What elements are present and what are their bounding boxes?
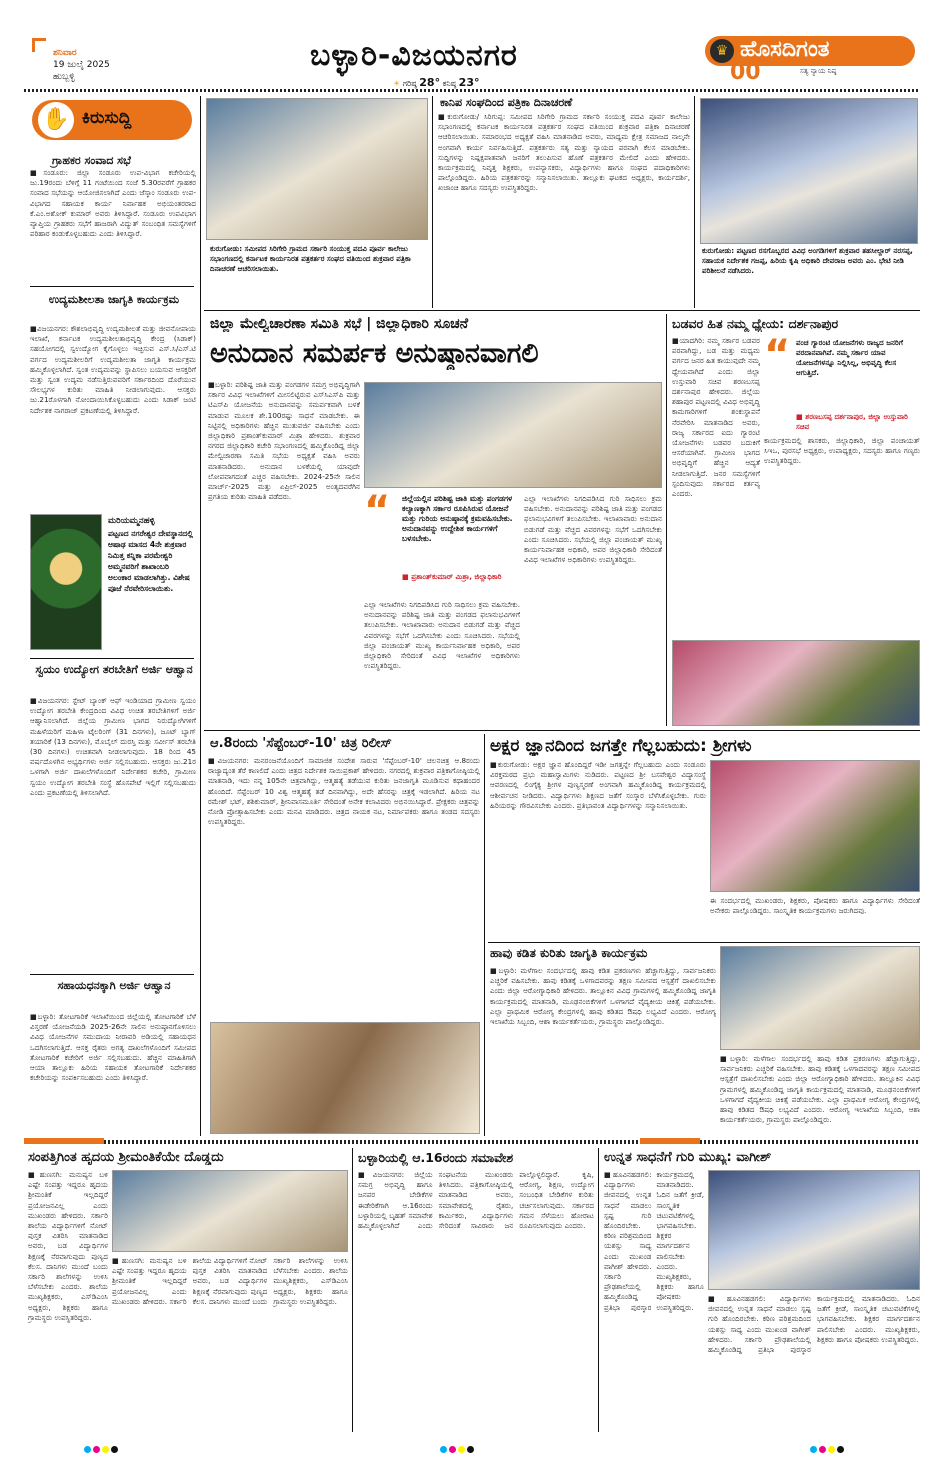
literacy-story-body-cont: ಈ ಸಂದರ್ಭದಲ್ಲಿ ಮುಖಂಡರು, ಶಿಕ್ಷಕರು, ಪೋಷಕರು ಹಾಗೂ ವಿದ್ಯಾರ್ಥಿಗಳು ಸೇರಿದಂತೆ ಅನೇಕರು ಪಾಲ್ಗೊಂಡಿದ್ದರು. ಸಾಂಸ್ಕೃತಿಕ ಕಾರ್ಯಕ್ರಮಗಳು ಜರುಗಿದವು.	[710, 896, 920, 916]
brief-body: ■ವಿಜಯನಗರ: ಕೌಶಲಾಭಿವೃದ್ಧಿ ಉದ್ಯಮಶೀಲತೆ ಮತ್ತು ಜೀವನೋಪಾಯ ಇಲಾಖೆ, ಕರ್ನಾಟಕ ಉದ್ಯಮಶೀಲತಾಭಿವೃದ್ಧಿ ಕೇಂದ್ರ (ಸಿಡಾಕ್) ಸಹಯೋಗದಲ್ಲಿ ಸ್ವಉದ್ಯೋಗ ಕೈಗೊಳ್ಳಲು ಇಚ್ಛಿಸುವ ಎಸ್.ಸಿ/ಎಸ್.ಟಿ ವರ್ಗದ ಉದ್ಯಮಶೀಲರಿಗೆ ಉದ್ಯಮಶೀಲತಾ ಜಾಗೃತಿ ಕಾರ್ಯಕ್ರಮ ಹಮ್ಮಿಕೊಳ್ಳಲಾಗಿದೆ. ಸ್ವಂತ ಉದ್ಯಮವನ್ನು ಸ್ಥಾಪಿಸಲು ಬಯಸುವ ಆಸಕ್ತರಿಗೆ ಮತ್ತು ಸ್ವಂತ ಉದ್ಯಮ ನಡೆಸುತ್ತಿರುವವರಿಗೆ ಸರ್ಕಾರದಿಂದ ದೊರೆಯುವ ಸೌಲಭ್ಯಗಳ ಕುರಿತು ಮಾಹಿತಿ ನೀಡಲಾಗುವುದು. ಆಸಕ್ತರು ಜು.21ರೊಳಗಾಗಿ ನೋಂದಾಯಿಸಿಕೊಳ್ಳಬಹುದು ಎಂದು ಸಿಡಾಕ್ ಜಂಟಿ ನಿರ್ದೇಶಕ ನಾಗರಾಜ್ ಪ್ರಕಟಣೆಯಲ್ಲಿ ತಿಳಿಸಿದ್ದಾರೆ.	[30, 324, 196, 415]
fertilizer-shop-photo	[700, 98, 918, 244]
bottom-accent-bar	[24, 1138, 104, 1144]
literacy-headline: ಅಕ್ಷರ ಜ್ಞಾನದಿಂದ ಜಗತ್ತೇ ಗೆಲ್ಲಬಹುದು: ಶ್ರೀಗಳು	[490, 736, 752, 756]
bottom-story1-headline: ಸಂಪತ್ತಿಗಿಂತ ಹೃದಯ ಶ್ರೀಮಂತಿಕೆಯೇ ದೊಡ್ಡದು	[28, 1150, 224, 1165]
film-story-body: ■ವಿಜಯನಗರ: ಮನರಂಜನೆಯೊಂದಿಗೆ ಸಾಮಾಜಿಕ ಸಂದೇಶ ಸಾರುವ 'ಸೆಪ್ಟೆಂಬರ್-10' ಚಲನಚಿತ್ರ ಆ.8ರಂದು ರಾಜ್ಯಾದ್ಯಂತ ತೆರೆ ಕಾಣಲಿದೆ ಎಂದು ಚಿತ್ರದ ನಿರ್ದೇಶಕ ಸಾಯಿಪ್ರಕಾಶ್ ಹೇಳಿದರು. ನಗರದಲ್ಲಿ ಶುಕ್ರವಾರ ಪತ್ರಿಕಾಗೋಷ್ಠಿಯಲ್ಲಿ ಮಾತನಾಡಿ, ಇದು ನನ್ನ 105ನೇ ಚಿತ್ರವಾಗಿದ್ದು, ಆತ್ಮಹತ್ಯೆ ತಡೆಯುವ ಕುರಿತು ಜನಜಾಗೃತಿ ಮೂಡಿಸುವ ಕಥಾಹಂದರ ಹೊಂದಿದೆ. ಸೆಪ್ಟೆಂಬರ್ 10 ವಿಶ್ವ ಆತ್ಮಹತ್ಯೆ ತಡೆ ದಿನವಾಗಿದ್ದು, ಅದೇ ಹೆಸರನ್ನು ಚಿತ್ರಕ್ಕೆ ಇಡಲಾಗಿದೆ. ಹಿರಿಯ ನಟ ರಮೇಶ್ ಭಟ್, ಶಶಿಕುಮಾರ್, ಶ್ರೀನಿವಾಸಮೂರ್ತಿ ಸೇರಿದಂತೆ ಅನೇಕ ಕಲಾವಿದರು ಅಭಿನಯಿಸಿದ್ದಾರೆ. ಪ್ರೇಕ್ಷಕರು ಚಿತ್ರವನ್ನು ನೋಡಿ ಪ್ರೋತ್ಸಾಹಿಸಬೇಕು ಎಂದು ಮನವಿ ಮಾಡಿದರು. ಚಿತ್ರದ ನಾಯಕ ನಟ, ನಿರ್ಮಾಪಕರು ಹಾಗೂ ತಂಡದ ಸದಸ್ಯರು ಉಪಸ್ಥಿತರಿದ್ದರು.	[208, 756, 480, 827]
dc-meeting-photo	[364, 382, 662, 488]
press-day-photo	[206, 98, 428, 240]
main-story-body-cont: ಎಲ್ಲಾ ಇಲಾಖೆಗಳು ನಿಗದಿಪಡಿಸಿದ ಗುರಿ ಸಾಧಿಸಲು ಕ್ರಮ ವಹಿಸಬೇಕು. ಅನುದಾನವನ್ನು ಪರಿಶಿಷ್ಟ ಜಾತಿ ಮತ್ತು ಪಂಗಡದ ಫಲಾನುಭವಿಗಳಿಗೆ ತಲುಪಿಸಬೇಕು. ಇಲಾಖಾವಾರು ಅನುದಾನ ಬಿಡುಗಡೆ ಮತ್ತು ವೆಚ್ಚದ ವಿವರಗಳನ್ನು ಸಭೆಗೆ ಒದಗಿಸಬೇಕು ಎಂದು ಸೂಚಿಸಿದರು. ಸಭೆಯಲ್ಲಿ ಜಿಲ್ಲಾ ಪಂಚಾಯತ್ ಮುಖ್ಯ ಕಾರ್ಯನಿರ್ವಾಹಕ ಅಧಿಕಾರಿ, ಅಪರ ಜಿಲ್ಲಾಧಿಕಾರಿ ಸೇರಿದಂತೆ ವಿವಿಧ ಇಲಾಖೆಗಳ ಅಧಿಕಾರಿಗಳು ಉಪಸ್ಥಿತರಿದ್ದರು.	[524, 494, 662, 565]
weather-readout: ☀ ಗರಿಷ್ಠ 28° ಕನಿಷ್ಠ 23°	[393, 76, 480, 89]
school-function-photo	[708, 1170, 920, 1290]
masthead-tagline: ಸತ್ಯ ನ್ಯಾಯ ನಿಷ್ಠ	[800, 67, 837, 75]
main-quote: ಜಿಲ್ಲೆಯಲ್ಲಿನ ಪರಿಶಿಷ್ಟ ಜಾತಿ ಮತ್ತು ಪಂಗಡಗಳ ಕಲ್ಯಾಣಕ್ಕಾಗಿ ಸರ್ಕಾರ ರೂಪಿಸಿರುವ ಯೋಜನೆ ಮತ್ತು ಗುರಿಯ ಅನುಷ್ಠಾನಕ್ಕೆ ಕ್ರಮವಹಿಸಬೇಕು. ಅನುದಾನವನ್ನು ಉದ್ದೇಶಿತ ಕಾರ್ಯಗಳಿಗೆ ಬಳಸಬೇಕು.	[402, 494, 513, 543]
brief-title: ಉದ್ಯಮಶೀಲತಾ ಜಾಗೃತಿ ಕಾರ್ಯಕ್ರಮ	[48, 293, 180, 306]
header-date: 19 ಜುಲೈ 2025	[53, 60, 110, 70]
brief-body: ■ಸಂಡೂರು: ಜಿಲ್ಲಾ ಸಂಡೂರು ಉಪ-ವಿಭಾಗ ಕಚೇರಿಯಲ್ಲಿ ಜು.19ರಂದು ಬೆಳಿಗ್ಗೆ 11 ಗಂಟೆಯಿಂದ ಸಂಜೆ 5.30ರವರೆಗೆ ಗ್ರಾಹಕರ ಸಂವಾದ ಸಭೆಯನ್ನು ಆಯೋಜಿಸಲಾಗಿದೆ ಎಂದು ಜೆಸ್ಕಾಂ ಸಂಡೂರು ಉಪ-ವಿಭಾಗದ ಸಹಾಯಕ ಕಾರ್ಯ ನಿರ್ವಾಹಕ ಅಭಿಯಂತರರಾದ ಕೆ.ಎಂ.ಅಶೋಕ್ ಕುಮಾರ್ ಅವರು ತಿಳಿಸಿದ್ದಾರೆ. ಸಂಡೂರು ಉಪವಿಭಾಗ ವ್ಯಾಪ್ತಿಯ ಗ್ರಾಹಕರು ಸಭೆಗೆ ಹಾಜರಾಗಿ ವಿದ್ಯುತ್ ಸಂಬಂಧಿತ ಸಮಸ್ಯೆಗಳಿಗೆ ಪರಿಹಾರ ಕಂಡುಕೊಳ್ಳಬಹುದು ಎಂದು ತಿಳಿಸಿದ್ದಾರೆ.	[30, 168, 196, 239]
snake-story-body-cont: ■ಬಳ್ಳಾರಿ: ಮಳೆಗಾಲ ಸಂದರ್ಭದಲ್ಲಿ ಹಾವು ಕಡಿತ ಪ್ರಕರಣಗಳು ಹೆಚ್ಚಾಗುತ್ತಿದ್ದು, ಸಾರ್ವಜನಿಕರು ಎಚ್ಚರಿಕೆ ವಹಿಸಬೇಕು. ಹಾವು ಕಡಿತಕ್ಕೆ ಒಳಗಾದವರನ್ನು ತಕ್ಷಣ ಸಮೀಪದ ಆಸ್ಪತ್ರೆಗೆ ದಾಖಲಿಸಬೇಕು ಎಂದು ಜಿಲ್ಲಾ ಆರೋಗ್ಯಾಧಿಕಾರಿ ಹೇಳಿದರು. ತಾಲ್ಲೂಕಿನ ವಿವಿಧ ಗ್ರಾಮಗಳಲ್ಲಿ ಹಮ್ಮಿಕೊಂಡಿದ್ದ ಜಾಗೃತಿ ಕಾರ್ಯಕ್ರಮದಲ್ಲಿ ಮಾತನಾಡಿ, ಮೂಢನಂಬಿಕೆಗಳಿಗೆ ಒಳಗಾಗದೆ ವೈದ್ಯಕೀಯ ಚಿಕಿತ್ಸೆ ಪಡೆಯಬೇಕು. ಎಲ್ಲಾ ಪ್ರಾಥಮಿಕ ಆರೋಗ್ಯ ಕೇಂದ್ರಗಳಲ್ಲಿ ಹಾವು ಕಡಿತದ ಔಷಧಿ ಲಭ್ಯವಿದೆ ಎಂದರು. ಆರೋಗ್ಯ ಇಲಾಖೆಯ ಸಿಬ್ಬಂದಿ, ಆಶಾ ಕಾರ್ಯಕರ್ತೆಯರು, ಗ್ರಾಮಸ್ಥರು ಪಾಲ್ಗೊಂಡಿದ್ದರು.	[720, 1054, 920, 1125]
kirusuddi-column	[24, 96, 196, 1136]
page-number: 00	[730, 60, 761, 85]
header-day: ಶನಿವಾರ	[53, 48, 77, 58]
right-headline: ಬಡವರ ಹಿತ ನಮ್ಮ ಧ್ಯೇಯ: ದರ್ಶನಾಪುರ	[672, 316, 839, 331]
divider	[30, 286, 194, 287]
story-body: ■ಕುರುಗೋಡು/ ಸಿರಿಗುಪ್ಪ: ಸಮೀಪದ ಸಿರಿಗೇರಿ ಗ್ರಾಮದ ಸರ್ಕಾರಿ ಸಂಯುಕ್ತ ಪದವಿ ಪೂರ್ವ ಕಾಲೇಜು ಸಭಾಂಗಣದಲ್ಲಿ ಕರ್ನಾಟಕ ಕಾರ್ಯನಿರತ ಪತ್ರಕರ್ತರ ಸಂಘದ ವತಿಯಿಂದ ಶುಕ್ರವಾರ ಪತ್ರಿಕಾ ದಿನಾಚರಣೆ ಆಚರಿಸಲಾಯಿತು. ಸಮಾರಂಭದ ಅಧ್ಯಕ್ಷತೆ ವಹಿಸಿ ಮಾತನಾಡಿದ ಅವರು, ಮಾಧ್ಯಮ ಕ್ಷೇತ್ರ ಸಮಾಜದ ನಾಲ್ಕನೇ ಅಂಗವಾಗಿ ಕಾರ್ಯ ನಿರ್ವಹಿಸುತ್ತಿದೆ. ಪತ್ರಕರ್ತರು ಸತ್ಯ ಮತ್ತು ನ್ಯಾಯದ ಪರವಾಗಿ ಕೆಲಸ ಮಾಡಬೇಕು. ಸುದ್ದಿಗಳನ್ನು ನಿಷ್ಪಕ್ಷಪಾತವಾಗಿ ಜನರಿಗೆ ತಲುಪಿಸುವ ಹೊಣೆ ಪತ್ರಕರ್ತರ ಮೇಲಿದೆ ಎಂದು ಹೇಳಿದರು. ಕಾರ್ಯಕ್ರಮದಲ್ಲಿ ನಿವೃತ್ತ ಶಿಕ್ಷಕರು, ಉಪನ್ಯಾಸಕರು, ವಿದ್ಯಾರ್ಥಿಗಳು ಹಾಗೂ ಸಂಘದ ಪದಾಧಿಕಾರಿಗಳು ಪಾಲ್ಗೊಂಡಿದ್ದರು. ಹಿರಿಯ ಪತ್ರಕರ್ತರನ್ನು ಸನ್ಮಾನಿಸಲಾಯಿತು. ತಾಲ್ಲೂಕು ಘಟಕದ ಅಧ್ಯಕ್ಷರು, ಕಾರ್ಯದರ್ಶಿ, ಖಜಾಂಚಿ ಹಾಗೂ ಸದಸ್ಯರು ಉಪಸ್ಥಿತರಿದ್ದರು.	[438, 112, 690, 193]
main-kicker: ಜಿಲ್ಲಾ ಮೇಲ್ವಿಚಾರಣಾ ಸಮಿತಿ ಸಭೆ | ಜಿಲ್ಲಾಧಿಕಾರಿ ಸೂಚನೆ	[210, 316, 469, 332]
temple-caption: ಪಟ್ಟಣದ ನಗರೇಶ್ವರ ದೇವಸ್ಥಾನದಲ್ಲಿ ಆಷಾಢ ಮಾಸದ 4ನೇ ಶುಕ್ರವಾರ ನಿಮಿತ್ತ ಕನ್ನಿಕಾ ಪರಮೇಶ್ವರಿ ಅಮ್ಮನವರಿಗೆ ಶಾಖಾಂಬರಿ ಅಲಂಕಾರ ಮಾಡಲಾಗಿತ್ತು. ವಿಶೇಷ ಪೂಜೆ ನೆರವೇರಿಸಲಾಯಿತು.	[108, 529, 193, 593]
temple-deity-photo	[30, 514, 102, 650]
literacy-event-photo	[710, 760, 920, 892]
bottom-story2-body: ■ವಿಜಯನಗರ: ಜಿಲ್ಲೆಯ ಸಮಗ್ರ ಅಭಿವೃದ್ಧಿ ಹಾಗೂ ಜನಪರ ಬೇಡಿಕೆಗಳ ಈಡೇರಿಕೆಗಾಗಿ ಆ.16ರಂದು ಬಳ್ಳಾರಿಯಲ್ಲಿ ಬೃಹತ್ ಸಮಾವೇಶ ಹಮ್ಮಿಕೊಳ್ಳಲಾಗಿದೆ ಎಂದು ಸಂಘಟನೆಯ ಮುಖಂಡರು ತಿಳಿಸಿದರು. ಪತ್ರಿಕಾಗೋಷ್ಠಿಯಲ್ಲಿ ಮಾತನಾಡಿದ ಅವರು, ಸಮಾವೇಶದಲ್ಲಿ ರೈತರು, ಕಾರ್ಮಿಕರು, ವಿದ್ಯಾರ್ಥಿಗಳು ಸೇರಿದಂತೆ ಸಾವಿರಾರು ಜನ ಪಾಲ್ಗೊಳ್ಳಲಿದ್ದಾರೆ. ಕೃಷಿ, ಆರೋಗ್ಯ, ಶಿಕ್ಷಣ, ಉದ್ಯೋಗ ಸಂಬಂಧಿತ ಬೇಡಿಕೆಗಳ ಕುರಿತು ಚರ್ಚಿಸಲಾಗುವುದು. ಸರ್ಕಾರದ ಗಮನ ಸೆಳೆಯಲು ಹೋರಾಟ ರೂಪಿಸಲಾಗುವುದು ಎಂದರು.	[358, 1170, 594, 1231]
divider	[30, 658, 194, 659]
column-divider	[484, 734, 485, 1136]
ribbon-cutting-photo	[672, 640, 920, 726]
bottom-story1-body: ■ಹುಣಸಗಿ: ಮನುಷ್ಯನ ಬಳಿ ಎಷ್ಟೇ ಸಂಪತ್ತು ಇದ್ದರೂ ಹೃದಯ ಶ್ರೀಮಂತಿಕೆ ಇಲ್ಲದಿದ್ದರೆ ಪ್ರಯೋಜನವಿಲ್ಲ ಎಂದು ಮುಖಂಡರು ಹೇಳಿದರು. ಸರ್ಕಾರಿ ಶಾಲೆಯ ವಿದ್ಯಾರ್ಥಿಗಳಿಗೆ ನೋಟ್ ಪುಸ್ತಕ ವಿತರಿಸಿ ಮಾತನಾಡಿದ ಅವರು, ಬಡ ವಿದ್ಯಾರ್ಥಿಗಳ ಶಿಕ್ಷಣಕ್ಕೆ ನೆರವಾಗುವುದು ಪುಣ್ಯದ ಕೆಲಸ. ದಾನಿಗಳು ಮುಂದೆ ಬಂದು ಸರ್ಕಾರಿ ಶಾಲೆಗಳನ್ನು ಉಳಿಸಿ ಬೆಳೆಸಬೇಕು ಎಂದರು. ಶಾಲೆಯ ಮುಖ್ಯಶಿಕ್ಷಕರು, ಎಸ್‌ಡಿಎಂಸಿ ಅಧ್ಯಕ್ಷರು, ಶಿಕ್ಷಕರು ಹಾಗೂ ಗ್ರಾಮಸ್ಥರು ಉಪಸ್ಥಿತರಿದ್ದರು.	[28, 1170, 108, 1322]
film-poster-launch-photo	[210, 1022, 480, 1134]
main-story-body: ■ಬಳ್ಳಾರಿ: ಪರಿಶಿಷ್ಟ ಜಾತಿ ಮತ್ತು ಪಂಗಡಗಳ ಸಮಗ್ರ ಅಭಿವೃದ್ಧಿಗಾಗಿ ಸರ್ಕಾರ ವಿವಿಧ ಇಲಾಖೆಗಳಿಗೆ ಮೀಸಲಿಟ್ಟಿರುವ ಎಸ್‌ಸಿಎಸ್‌ಪಿ ಮತ್ತು ಟಿಎಸ್‌ಪಿ ಯೋಜನೆಯ ಅನುದಾನವನ್ನು ಸಮರ್ಪಕವಾಗಿ ಬಳಕೆ ಮಾಡುವ ಮೂಲಕ ಶೇ.100ರಷ್ಟು ಸಾಧನೆ ಮಾಡಬೇಕು. ಈ ನಿಟ್ಟಿನಲ್ಲಿ ಅಧಿಕಾರಿಗಳು ಹೆಚ್ಚಿನ ಮುತುವರ್ಜಿ ವಹಿಸಬೇಕು ಎಂದು ಜಿಲ್ಲಾಧಿಕಾರಿ ಪ್ರಶಾಂತ್‌ಕುಮಾರ್ ಮಿಶ್ರಾ ಹೇಳಿದರು. ಶುಕ್ರವಾರ ನಗರದ ಜಿಲ್ಲಾಧಿಕಾರಿ ಕಚೇರಿ ಸಭಾಂಗಣದಲ್ಲಿ ಹಮ್ಮಿಕೊಂಡಿದ್ದ ಜಿಲ್ಲಾ ಮೇಲ್ವಿಚಾರಣಾ ಸಮಿತಿ ಸಭೆಯ ಅಧ್ಯಕ್ಷತೆ ವಹಿಸಿ ಅವರು ಮಾತನಾಡಿದರು. ಅನುದಾನ ಬಳಕೆಯಲ್ಲಿ ಯಾವುದೇ ಲೋಪವಾಗದಂತೆ ಎಚ್ಚರ ವಹಿಸಬೇಕು. 2024-25ನೇ ಸಾಲಿನ ಮಾರ್ಚ್-2025 ಮತ್ತು ಏಪ್ರಿಲ್-2025 ಅಂತ್ಯದವರೆಗಿನ ಪ್ರಗತಿಯ ಕುರಿತು ಮಾಹಿತಿ ಪಡೆದರು.	[208, 380, 360, 502]
film-headline: ಆ.8ರಂದು 'ಸೆಪ್ಟೆಂಬರ್-10' ಚಿತ್ರ ರಿಲೀಸ್	[210, 736, 392, 751]
brief-title: ಗ್ರಾಹಕರ ಸಂವಾದ ಸಭೆ	[52, 154, 131, 167]
row-divider	[204, 310, 920, 311]
right-quote-byline: ■ ಶರಣಬಸಪ್ಪ ದರ್ಶನಾಪುರ, ಜಿಲ್ಲಾ ಉಸ್ತುವಾರಿ ಸಚಿವ	[796, 412, 908, 431]
literacy-story-body: ■ಕುರುಗೋಡು: ಅಕ್ಷರ ಜ್ಞಾನ ಹೊಂದಿದ್ದರೆ ಇಡೀ ಜಗತ್ತನ್ನೇ ಗೆಲ್ಲಬಹುದು ಎಂದು ಸಂಡೂರು ವಿರಕ್ತಮಠದ ಪ್ರಭು ಮಹಾಸ್ವಾಮಿಗಳು ನುಡಿದರು. ಪಟ್ಟಣದ ಶ್ರೀ ಬಸವೇಶ್ವರ ವಿದ್ಯಾಸಂಸ್ಥೆ ಆವರಣದಲ್ಲಿ ಲಿಂಗೈಕ್ಯ ಶ್ರೀಗಳ ಪುಣ್ಯಸ್ಮರಣೆ ಅಂಗವಾಗಿ ಹಮ್ಮಿಕೊಂಡಿದ್ದ ಕಾರ್ಯಕ್ರಮದಲ್ಲಿ ಆಶೀರ್ವಚನ ನೀಡಿದರು. ವಿದ್ಯಾರ್ಥಿಗಳು ಶಿಕ್ಷಣದ ಜತೆಗೆ ಸಂಸ್ಕಾರ ಬೆಳೆಸಿಕೊಳ್ಳಬೇಕು. ಗುರು ಹಿರಿಯರನ್ನು ಗೌರವಿಸಬೇಕು ಎಂದರು. ಪ್ರತಿಭಾವಂತ ವಿದ್ಯಾರ್ಥಿಗಳನ್ನು ಸನ್ಮಾನಿಸಲಾಯಿತು.	[490, 760, 706, 810]
students-photo	[112, 1170, 348, 1252]
section-title: ಬಳ್ಳಾರಿ-ವಿಜಯನಗರ	[310, 38, 518, 73]
brief-body: ■ಬಳ್ಳಾರಿ: ತೋಟಗಾರಿಕೆ ಇಲಾಖೆಯಿಂದ ಜಿಲ್ಲೆಯಲ್ಲಿ ತೋಟಗಾರಿಕೆ ಬೆಳೆ ವಿಸ್ತರಣೆ ಯೋಜನೆಯಡಿ 2025-26ನೇ ಸಾಲಿನ ಅನುಷ್ಠಾನಗೊಳಿಸಲು ವಿವಿಧ ಯೋಜನೆಗಳ ಸಮುದಾಯ ನೀರಾವರಿ ಅಡಿಯಲ್ಲಿ ಸಹಾಯಧನ ಒದಗಿಸಲಾಗುತ್ತಿದೆ. ಆಸಕ್ತ ರೈತರು ಅಗತ್ಯ ದಾಖಲೆಗಳೊಂದಿಗೆ ಸಮೀಪದ ತೋಟಗಾರಿಕೆ ಕಚೇರಿಗೆ ಅರ್ಜಿ ಸಲ್ಲಿಸಬಹುದು. ಹೆಚ್ಚಿನ ಮಾಹಿತಿಗಾಗಿ ಆಯಾ ತಾಲ್ಲೂಕು ಹಿರಿಯ ಸಹಾಯಕ ತೋಟಗಾರಿಕೆ ನಿರ್ದೇಶಕರ ಕಚೇರಿಯನ್ನು ಸಂಪರ್ಕಿಸಬಹುದು ಎಂದು ತಿಳಿಸಿದ್ದಾರೆ.	[30, 1012, 196, 1083]
column-divider	[694, 96, 695, 308]
print-registration-marks	[440, 1438, 476, 1457]
header-city: ಹುಬ್ಬಳ್ಳಿ	[53, 72, 75, 82]
column-divider	[666, 314, 667, 726]
kirusuddi-hand-icon: ✋	[38, 102, 74, 138]
bottom-accent-bar	[640, 1138, 700, 1144]
divider	[30, 974, 194, 975]
main-headline: ಅನುದಾನ ಸಮರ್ಪಕ ಅನುಷ್ಠಾನವಾಗಲಿ	[210, 338, 539, 369]
main-quote-byline: ■ ಪ್ರಶಾಂತ್‌ಕುಮಾರ್ ಮಿಶ್ರಾ, ಜಿಲ್ಲಾಧಿಕಾರಿ	[402, 572, 502, 581]
fertilizer-caption: ಕುರುಗೋಡು: ಪಟ್ಟಣದ ರಸಗೊಬ್ಬರದ ವಿವಿಧ ಅಂಗಡಿಗಳಿಗೆ ಶುಕ್ರವಾರ ತಹಸೀಲ್ದಾರ್ ನರಸಪ್ಪ, ಸಹಾಯಕ ನಿರ್ದೇಶಕ ಗಜಪ್ಪ, ಹಿರಿಯ ಕೃಷಿ ಅಧಿಕಾರಿ ದೇವರಾಜ ಅವರು ಎಂ. ಭೇಟಿ ನೀಡಿ ಪರಿಶೀಲನೆ ನಡೆಸಿದರು.	[702, 246, 913, 275]
row-divider	[488, 942, 920, 943]
sun-icon: ☀	[393, 79, 401, 88]
print-registration-marks	[84, 1438, 120, 1457]
bottom-story3-body: ■ಹೂವಿನಹಡಗಲಿ: ವಿದ್ಯಾರ್ಥಿಗಳು ಜೀವನದಲ್ಲಿ ಉನ್ನತ ಸಾಧನೆ ಮಾಡಲು ಸ್ಪಷ್ಟ ಗುರಿ ಹೊಂದಿರಬೇಕು. ಕಠಿಣ ಪರಿಶ್ರಮದಿಂದ ಯಶಸ್ಸು ಸಾಧ್ಯ ಎಂದು ಮುಖಂಡ ವಾಗೀಶ್ ಹೇಳಿದರು. ಸರ್ಕಾರಿ ಪ್ರೌಢಶಾಲೆಯಲ್ಲಿ ಹಮ್ಮಿಕೊಂಡಿದ್ದ ಪ್ರತಿಭಾ ಪುರಸ್ಕಾರ ಕಾರ್ಯಕ್ರಮದಲ್ಲಿ ಮಾತನಾಡಿದರು. ಓದಿನ ಜತೆಗೆ ಕ್ರೀಡೆ, ಸಾಂಸ್ಕೃತಿಕ ಚಟುವಟಿಕೆಗಳಲ್ಲಿ ಭಾಗವಹಿಸಬೇಕು. ಶಿಕ್ಷಕರ ಮಾರ್ಗದರ್ಶನ ಪಾಲಿಸಬೇಕು ಎಂದರು. ಮುಖ್ಯಶಿಕ್ಷಕರು, ಶಿಕ್ಷಕರು ಹಾಗೂ ಪೋಷಕರು ಉಪಸ್ಥಿತರಿದ್ದರು.	[604, 1170, 704, 1312]
right-story-body: ■ಯಾದಗಿರಿ: ನಮ್ಮ ಸರ್ಕಾರ ಬಡವರ ಪರವಾಗಿದ್ದು, ಬಡ ಮತ್ತು ಮಧ್ಯಮ ವರ್ಗದ ಜನರ ಹಿತ ಕಾಯುವುದೇ ನಮ್ಮ ಧ್ಯೇಯವಾಗಿದೆ ಎಂದು ಜಿಲ್ಲಾ ಉಸ್ತುವಾರಿ ಸಚಿವ ಶರಣಬಸಪ್ಪ ದರ್ಶನಾಪುರ ಹೇಳಿದರು. ಜಿಲ್ಲೆಯ ಶಹಾಪುರ ಪಟ್ಟಣದಲ್ಲಿ ವಿವಿಧ ಅಭಿವೃದ್ಧಿ ಕಾಮಗಾರಿಗಳಿಗೆ ಶಂಕುಸ್ಥಾಪನೆ ನೆರವೇರಿಸಿ ಮಾತನಾಡಿದ ಅವರು, ರಾಜ್ಯ ಸರ್ಕಾರದ ಐದು ಗ್ಯಾರಂಟಿ ಯೋಜನೆಗಳು ಬಡವರ ಬದುಕಿಗೆ ಆಸರೆಯಾಗಿವೆ. ಗ್ರಾಮೀಣ ಭಾಗದ ಅಭಿವೃದ್ಧಿಗೆ ಹೆಚ್ಚಿನ ಆದ್ಯತೆ ನೀಡಲಾಗುತ್ತಿದೆ. ಜನರ ಸಮಸ್ಯೆಗಳಿಗೆ ಸ್ಪಂದಿಸುವುದು ಸರ್ಕಾರದ ಕರ್ತವ್ಯ ಎಂದರು.	[672, 336, 760, 499]
masthead-emblem-icon: ♛	[710, 39, 734, 63]
brief-body: ■ವಿಜಯನಗರ: ಸ್ಟೇಟ್ ಬ್ಯಾಂಕ್ ಆಫ್ ಇಂಡಿಯಾದ ಗ್ರಾಮೀಣ ಸ್ವಯಂ ಉದ್ಯೋಗ ತರಬೇತಿ ಕೇಂದ್ರದಿಂದ ವಿವಿಧ ಉಚಿತ ತರಬೇತಿಗಳಿಗೆ ಅರ್ಜಿ ಆಹ್ವಾನಿಸಲಾಗಿದೆ. ಜಿಲ್ಲೆಯ ಗ್ರಾಮೀಣ ಭಾಗದ ನಿರುದ್ಯೋಗಿಗಳಿಗೆ ಮಹಿಳೆಯರಿಗೆ ಮಹಿಳಾ ಟೈಲರಿಂಗ್ (31 ದಿನಗಳು), ಜೂಟ್ ಬ್ಯಾಗ್ ತಯಾರಿಕೆ (13 ದಿನಗಳು), ಮೊಬೈಲ್ ದುರಸ್ತಿ ಮತ್ತು ಸರ್ವೀಸ್ ತರಬೇತಿ (30 ದಿನಗಳು) ಉಚಿತವಾಗಿ ನೀಡಲಾಗುವುದು. 18 ರಿಂದ 45 ವರ್ಷದೊಳಗಿನ ಅಭ್ಯರ್ಥಿಗಳು ಅರ್ಜಿ ಸಲ್ಲಿಸಬಹುದು. ಆಸಕ್ತರು ಜು.21ರ ಒಳಗಾಗಿ ಅರ್ಜಿ ದಾಖಲೆಗಳೊಂದಿಗೆ ನಿರ್ದೇಶಕರ ಕಚೇರಿ, ಗ್ರಾಮೀಣ ಸ್ವಯಂ ಉದ್ಯೋಗ ತರಬೇತಿ ಸಂಸ್ಥೆ ಹೊಸಪೇಟೆ ಇಲ್ಲಿಗೆ ಸಲ್ಲಿಸಬಹುದು ಎಂದು ಪ್ರಕಟಣೆಯಲ್ಲಿ ತಿಳಿಸಲಾಗಿದೆ.	[30, 696, 196, 797]
story-headline: ಕಾನಿಪ ಸಂಘದಿಂದ ಪತ್ರಿಕಾ ದಿನಾಚರಣೆ	[440, 96, 573, 109]
snake-headline: ಹಾವು ಕಡಿತ ಕುರಿತು ಜಾಗೃತಿ ಕಾರ್ಯಕ್ರಮ	[490, 946, 648, 960]
bottom-story1-body-cont: ■ಹುಣಸಗಿ: ಮನುಷ್ಯನ ಬಳಿ ಎಷ್ಟೇ ಸಂಪತ್ತು ಇದ್ದರೂ ಹೃದಯ ಶ್ರೀಮಂತಿಕೆ ಇಲ್ಲದಿದ್ದರೆ ಪ್ರಯೋಜನವಿಲ್ಲ ಎಂದು ಮುಖಂಡರು ಹೇಳಿದರು. ಸರ್ಕಾರಿ ಶಾಲೆಯ ವಿದ್ಯಾರ್ಥಿಗಳಿಗೆ ನೋಟ್ ಪುಸ್ತಕ ವಿತರಿಸಿ ಮಾತನಾಡಿದ ಅವರು, ಬಡ ವಿದ್ಯಾರ್ಥಿಗಳ ಶಿಕ್ಷಣಕ್ಕೆ ನೆರವಾಗುವುದು ಪುಣ್ಯದ ಕೆಲಸ. ದಾನಿಗಳು ಮುಂದೆ ಬಂದು ಸರ್ಕಾರಿ ಶಾಲೆಗಳನ್ನು ಉಳಿಸಿ ಬೆಳೆಸಬೇಕು ಎಂದರು. ಶಾಲೆಯ ಮುಖ್ಯಶಿಕ್ಷಕರು, ಎಸ್‌ಡಿಎಂಸಿ ಅಧ್ಯಕ್ಷರು, ಶಿಕ್ಷಕರು ಹಾಗೂ ಗ್ರಾಮಸ್ಥರು ಉಪಸ್ಥಿತರಿದ್ದರು.	[112, 1256, 348, 1306]
bottom-story3-body-cont: ■ಹೂವಿನಹಡಗಲಿ: ವಿದ್ಯಾರ್ಥಿಗಳು ಜೀವನದಲ್ಲಿ ಉನ್ನತ ಸಾಧನೆ ಮಾಡಲು ಸ್ಪಷ್ಟ ಗುರಿ ಹೊಂದಿರಬೇಕು. ಕಠಿಣ ಪರಿಶ್ರಮದಿಂದ ಯಶಸ್ಸು ಸಾಧ್ಯ ಎಂದು ಮುಖಂಡ ವಾಗೀಶ್ ಹೇಳಿದರು. ಸರ್ಕಾರಿ ಪ್ರೌಢಶಾಲೆಯಲ್ಲಿ ಹಮ್ಮಿಕೊಂಡಿದ್ದ ಪ್ರತಿಭಾ ಪುರಸ್ಕಾರ ಕಾರ್ಯಕ್ರಮದಲ್ಲಿ ಮಾತನಾಡಿದರು. ಓದಿನ ಜತೆಗೆ ಕ್ರೀಡೆ, ಸಾಂಸ್ಕೃತಿಕ ಚಟುವಟಿಕೆಗಳಲ್ಲಿ ಭಾಗವಹಿಸಬೇಕು. ಶಿಕ್ಷಕರ ಮಾರ್ಗದರ್ಶನ ಪಾಲಿಸಬೇಕು ಎಂದರು. ಮುಖ್ಯಶಿಕ್ಷಕರು, ಶಿಕ್ಷಕರು ಹಾಗೂ ಪೋಷಕರು ಉಪಸ್ಥಿತರಿದ್ದರು.	[708, 1294, 920, 1355]
masthead-title: ಹೊಸದಿಗಂತ	[740, 37, 830, 62]
kirusuddi-title: ಕಿರುಸುದ್ದಿ	[82, 108, 132, 128]
page-header	[0, 0, 945, 92]
bottom-section-rule	[24, 1140, 920, 1144]
header-corner-dots	[32, 38, 46, 52]
column-divider	[352, 1148, 353, 1432]
right-quote: ಪಂಚ ಗ್ಯಾರಂಟಿ ಯೋಜನೆಗಳು ರಾಜ್ಯದ ಜನರಿಗೆ ವರದಾನವಾಗಿವೆ. ನಮ್ಮ ಸರ್ಕಾರ ಯಾವ ಯೋಜನೆಗಳನ್ನೂ ನಿಲ್ಲಿಸಿಲ್ಲ, ಅಭಿವೃದ್ಧಿ ಕೆಲಸ ಆಗುತ್ತಿದೆ.	[796, 338, 904, 377]
main-story-body-cont2: ಎಲ್ಲಾ ಇಲಾಖೆಗಳು ನಿಗದಿಪಡಿಸಿದ ಗುರಿ ಸಾಧಿಸಲು ಕ್ರಮ ವಹಿಸಬೇಕು. ಅನುದಾನವನ್ನು ಪರಿಶಿಷ್ಟ ಜಾತಿ ಮತ್ತು ಪಂಗಡದ ಫಲಾನುಭವಿಗಳಿಗೆ ತಲುಪಿಸಬೇಕು. ಇಲಾಖಾವಾರು ಅನುದಾನ ಬಿಡುಗಡೆ ಮತ್ತು ವೆಚ್ಚದ ವಿವರಗಳನ್ನು ಸಭೆಗೆ ಒದಗಿಸಬೇಕು ಎಂದು ಸೂಚಿಸಿದರು. ಸಭೆಯಲ್ಲಿ ಜಿಲ್ಲಾ ಪಂಚಾಯತ್ ಮುಖ್ಯ ಕಾರ್ಯನಿರ್ವಾಹಕ ಅಧಿಕಾರಿ, ಅಪರ ಜಿಲ್ಲಾಧಿಕಾರಿ ಸೇರಿದಂತೆ ವಿವಿಧ ಇಲಾಖೆಗಳ ಅಧಿಕಾರಿಗಳು ಉಪಸ್ಥಿತರಿದ್ದರು.	[364, 600, 520, 671]
bottom-story2-headline: ಬಳ್ಳಾರಿಯಲ್ಲಿ ಆ.16ರಂದು ಸಮಾವೇಶ	[358, 1150, 514, 1165]
brief-title: ಸ್ವಯಂ ಉದ್ಯೋಗ ತರಬೇತಿಗೆ ಅರ್ಜಿ ಆಹ್ವಾನ	[35, 663, 193, 676]
column-divider	[598, 1148, 599, 1432]
column-divider	[432, 96, 433, 308]
print-registration-marks	[810, 1438, 846, 1457]
snake-story-body: ■ಬಳ್ಳಾರಿ: ಮಳೆಗಾಲ ಸಂದರ್ಭದಲ್ಲಿ ಹಾವು ಕಡಿತ ಪ್ರಕರಣಗಳು ಹೆಚ್ಚಾಗುತ್ತಿದ್ದು, ಸಾರ್ವಜನಿಕರು ಎಚ್ಚರಿಕೆ ವಹಿಸಬೇಕು. ಹಾವು ಕಡಿತಕ್ಕೆ ಒಳಗಾದವರನ್ನು ತಕ್ಷಣ ಸಮೀಪದ ಆಸ್ಪತ್ರೆಗೆ ದಾಖಲಿಸಬೇಕು ಎಂದು ಜಿಲ್ಲಾ ಆರೋಗ್ಯಾಧಿಕಾರಿ ಹೇಳಿದರು. ತಾಲ್ಲೂಕಿನ ವಿವಿಧ ಗ್ರಾಮಗಳಲ್ಲಿ ಹಮ್ಮಿಕೊಂಡಿದ್ದ ಜಾಗೃತಿ ಕಾರ್ಯಕ್ರಮದಲ್ಲಿ ಮಾತನಾಡಿ, ಮೂಢನಂಬಿಕೆಗಳಿಗೆ ಒಳಗಾಗದೆ ವೈದ್ಯಕೀಯ ಚಿಕಿತ್ಸೆ ಪಡೆಯಬೇಕು. ಎಲ್ಲಾ ಪ್ರಾಥಮಿಕ ಆರೋಗ್ಯ ಕೇಂದ್ರಗಳಲ್ಲಿ ಹಾವು ಕಡಿತದ ಔಷಧಿ ಲಭ್ಯವಿದೆ ಎಂದರು. ಆರೋಗ್ಯ ಇಲಾಖೆಯ ಸಿಬ್ಬಂದಿ, ಆಶಾ ಕಾರ್ಯಕರ್ತೆಯರು, ಗ್ರಾಮಸ್ಥರು ಪಾಲ್ಗೊಂಡಿದ್ದರು.	[490, 966, 716, 1027]
snake-awareness-photo	[720, 946, 920, 1050]
header-rule	[24, 89, 920, 92]
brief-title: ಸಹಾಯಧನಕ್ಕಾಗಿ ಅರ್ಜಿ ಆಹ್ವಾನ	[57, 979, 171, 992]
right-story-body-cont: ಕಾರ್ಯಕ್ರಮದಲ್ಲಿ ಶಾಸಕರು, ಜಿಲ್ಲಾಧಿಕಾರಿ, ಜಿಲ್ಲಾ ಪಂಚಾಯತ್ ಸಿಇಒ, ಪುರಸಭೆ ಅಧ್ಯಕ್ಷರು, ಉಪಾಧ್ಯಕ್ಷರು, ಸದಸ್ಯರು ಹಾಗೂ ಗಣ್ಯರು ಉಪಸ್ಥಿತರಿದ್ದರು.	[764, 436, 920, 466]
quote-mark-icon: “	[364, 488, 391, 534]
bottom-story3-headline: ಉನ್ನತ ಸಾಧನೆಗೆ ಗುರಿ ಮುಖ್ಯ: ವಾಗೀಶ್	[604, 1150, 772, 1165]
row-divider	[204, 730, 920, 731]
column-divider	[200, 96, 201, 1136]
brief-title: ಮರಿಯಮ್ಮನಹಳ್ಳಿ	[108, 516, 155, 526]
quote-mark-icon: “	[764, 332, 791, 378]
press-day-caption: ಕುರುಗೋಡು: ಸಮೀಪದ ಸಿರಿಗೇರಿ ಗ್ರಾಮದ ಸರ್ಕಾರಿ ಸಂಯುಕ್ತ ಪದವಿ ಪೂರ್ವ ಕಾಲೇಜು ಸಭಾಂಗಣದಲ್ಲಿ ಕರ್ನಾಟಕ ಕಾರ್ಯನಿರತ ಪತ್ರಕರ್ತರ ಸಂಘದ ವತಿಯಿಂದ ಶುಕ್ರವಾರ ಪತ್ರಿಕಾ ದಿನಾಚರಣೆ ಆಚರಿಸಲಾಯಿತು.	[210, 244, 411, 273]
